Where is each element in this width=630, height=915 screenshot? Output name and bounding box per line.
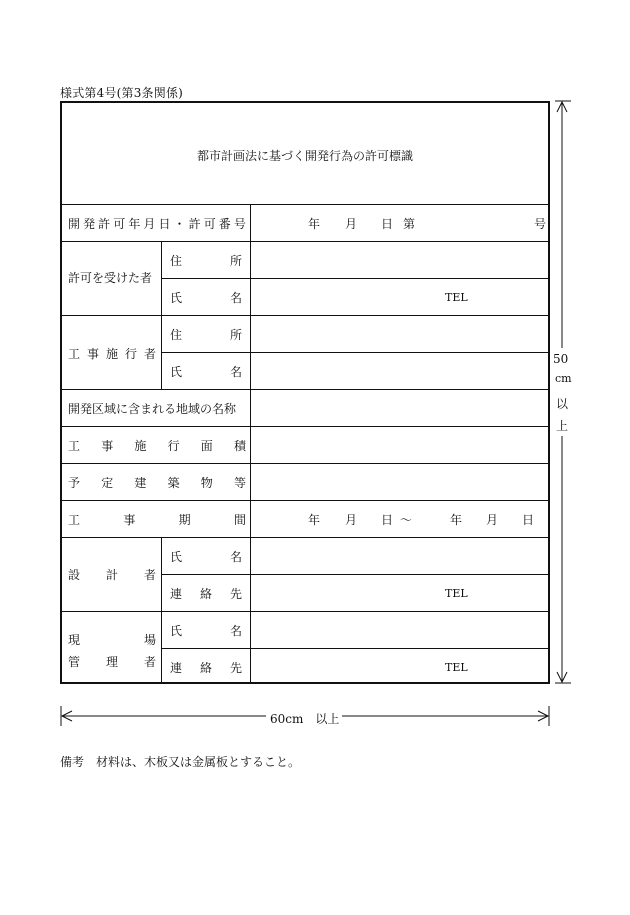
label-char: 間: [233, 513, 246, 527]
label-char: 予: [68, 476, 81, 490]
designer-label: [68, 566, 156, 583]
label-char: 日: [158, 217, 171, 231]
column-divider: [161, 241, 162, 389]
permittee-address-label: [170, 252, 242, 269]
label-char: 工: [68, 513, 81, 527]
row-divider: [161, 278, 548, 279]
label-char: 発: [83, 217, 96, 231]
label-char: 期: [178, 513, 191, 527]
label-char: 事: [86, 347, 99, 361]
label-char: 等: [233, 476, 246, 490]
label-char: 工: [68, 347, 81, 361]
label-char: 可: [113, 217, 126, 231]
designer-contact-label: [170, 585, 242, 602]
label-char: 事: [123, 513, 136, 527]
label-char: 番: [218, 217, 231, 231]
label-char: 管: [68, 655, 81, 669]
label-char: 施: [134, 439, 147, 453]
period-year2: 年: [450, 513, 463, 527]
construction-area-label: [68, 437, 246, 454]
label-char: 定: [101, 476, 114, 490]
period-tilde: ～: [400, 513, 413, 527]
label-char: 積: [233, 439, 246, 453]
site-manager-name-label: [170, 622, 242, 639]
planned-buildings-label: [68, 474, 246, 491]
contractor-name-label: [170, 363, 242, 380]
period-month2: 月: [486, 513, 499, 527]
label-char: 者: [143, 347, 156, 361]
contractor-label: [68, 345, 156, 362]
label-char: 設: [68, 568, 81, 582]
period-month1: 月: [345, 513, 358, 527]
label-char: 名: [229, 624, 242, 638]
permittee-name-label: [170, 289, 242, 306]
label-char: 住: [170, 254, 183, 268]
site-manager-label-1: [68, 631, 156, 648]
designer-tel: TEL: [445, 587, 468, 600]
row-divider: [62, 204, 548, 205]
site-manager-label-2: [68, 653, 156, 670]
vertical-dim-number: 50: [553, 352, 569, 366]
site-manager-contact-label: [170, 659, 242, 676]
label-char: 行: [124, 347, 137, 361]
label-char: 可: [203, 217, 216, 231]
row-divider: [62, 426, 548, 427]
vertical-dim-unit: cm: [555, 372, 572, 385]
permittee-tel: TEL: [445, 291, 468, 304]
label-char: 号: [233, 217, 246, 231]
label-char: 施: [105, 347, 118, 361]
label-char: 氏: [170, 624, 183, 638]
label-char: 工: [68, 439, 81, 453]
permit-day: 日: [381, 217, 394, 231]
label-char: 現: [68, 633, 81, 647]
permit-go: 号: [534, 217, 547, 231]
designer-name-label: [170, 548, 242, 565]
period-day2: 日: [522, 513, 535, 527]
row-divider: [62, 389, 548, 390]
label-char: 許: [188, 217, 201, 231]
label-char: 氏: [170, 365, 183, 379]
column-divider: [161, 537, 162, 682]
column-divider: [250, 204, 251, 682]
label-char: 場: [143, 633, 156, 647]
label-char: 住: [170, 328, 183, 342]
contractor-address-label: [170, 326, 242, 343]
permittee-label: 許可を受けた者: [68, 271, 153, 285]
sign-table: [60, 101, 550, 684]
sign-title: 都市計画法に基づく開発行為の許可標識: [196, 149, 413, 163]
label-char: 月: [143, 217, 156, 231]
row-divider: [62, 315, 548, 316]
vertical-dimension: [551, 100, 575, 684]
permit-year: 年: [308, 217, 321, 231]
label-char: 名: [229, 365, 242, 379]
row-divider: [62, 241, 548, 242]
row-divider: [62, 463, 548, 464]
label-char: 先: [229, 661, 242, 675]
label-char: 氏: [170, 550, 183, 564]
label-char: 事: [101, 439, 114, 453]
label-char: 年: [128, 217, 141, 231]
label-char: 行: [167, 439, 180, 453]
row-divider: [161, 648, 548, 649]
area-name-label: 開発区域に含まれる地域の名称: [68, 402, 237, 416]
label-char: 所: [229, 328, 242, 342]
label-char: 絡: [199, 661, 212, 675]
label-char: 先: [229, 587, 242, 601]
label-char: 理: [105, 655, 118, 669]
row-divider: [62, 537, 548, 538]
remarks-note: 備考 材料は、木板又は金属板とすること。: [60, 755, 301, 769]
label-char: 開: [68, 217, 81, 231]
period-label: [68, 511, 246, 528]
site-manager-tel: TEL: [445, 661, 468, 674]
label-char: 許: [98, 217, 111, 231]
label-char: 連: [170, 661, 183, 675]
label-char: 連: [170, 587, 183, 601]
label-char: 物: [200, 476, 213, 490]
row-divider: [62, 611, 548, 612]
label-char: 氏: [170, 291, 183, 305]
form-label: 様式第4号(第3条関係): [60, 86, 184, 100]
label-char: 絡: [199, 587, 212, 601]
label-char: 面: [200, 439, 213, 453]
label-char: ・: [173, 217, 186, 231]
permit-date-label: [68, 215, 246, 232]
row-divider: [161, 352, 548, 353]
horizontal-dim-label: 60cm 以上: [270, 712, 340, 726]
permit-dai: 第: [403, 217, 416, 231]
label-char: 者: [143, 655, 156, 669]
label-char: 名: [229, 550, 242, 564]
permit-month: 月: [345, 217, 358, 231]
period-year1: 年: [308, 513, 321, 527]
label-char: 者: [143, 568, 156, 582]
row-divider: [62, 500, 548, 501]
row-divider: [161, 574, 548, 575]
label-char: 建: [134, 476, 147, 490]
label-char: 名: [229, 291, 242, 305]
label-char: 所: [229, 254, 242, 268]
label-char: 築: [167, 476, 180, 490]
vertical-dim-char1: 以: [556, 397, 569, 411]
label-char: 計: [105, 568, 118, 582]
period-day1: 日: [381, 513, 394, 527]
vertical-dim-char2: 上: [556, 419, 569, 433]
